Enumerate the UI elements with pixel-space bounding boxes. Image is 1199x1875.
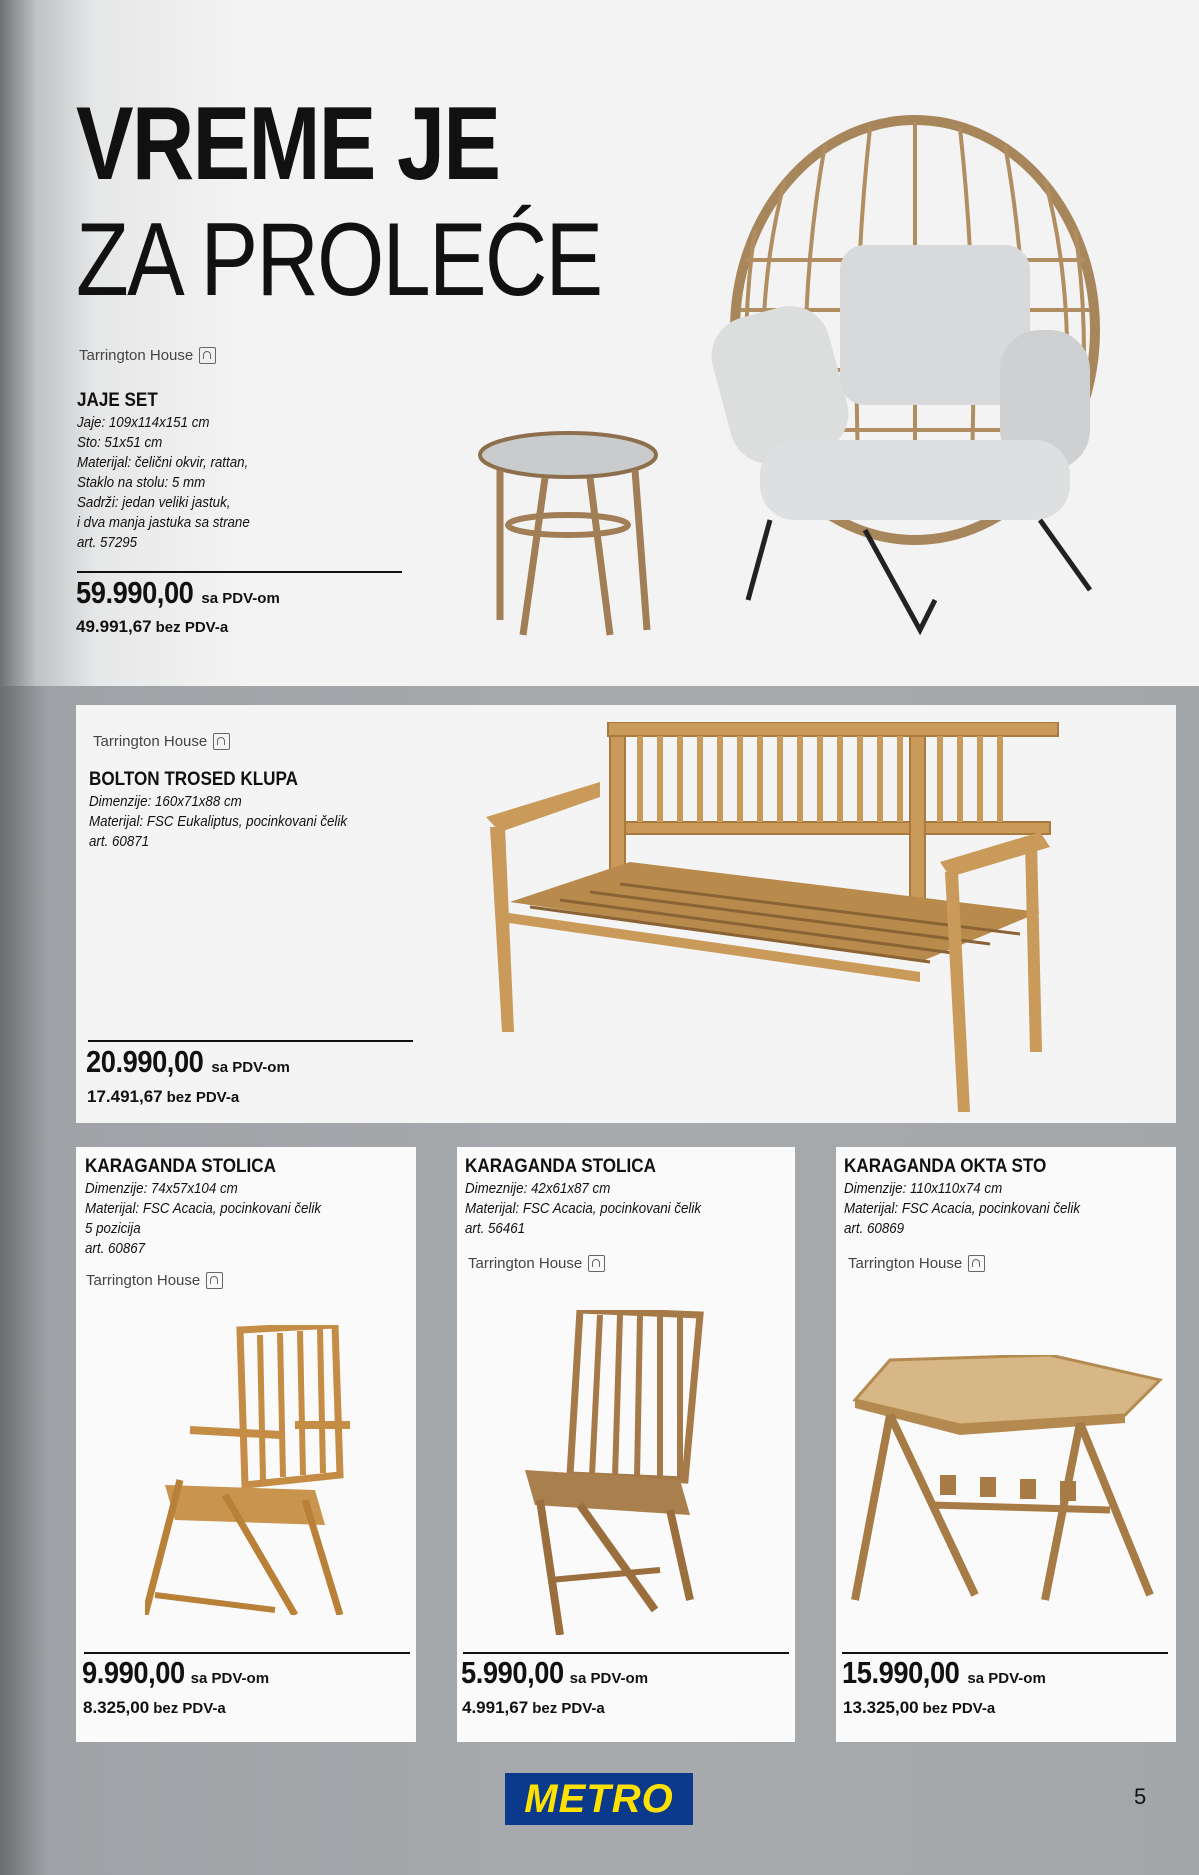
product-specs: Dimeznije: 42x61x87 cm Materijal: FSC Acacia, pocinkovani čelik art. 56461 — [465, 1181, 702, 1237]
product-name: KARAGANDA OKTA STO — [844, 1156, 1047, 1177]
price-divider — [77, 571, 402, 573]
product-name: BOLTON TROSED KLUPA — [89, 769, 299, 790]
brand-label: Tarrington House — [86, 1272, 223, 1289]
folding-chair-image — [520, 1310, 715, 1635]
product-specs: Dimenzije: 160x71x88 cm Materijal: FSC Eukaliptus, pocinkovani čelik art. 60871 — [89, 794, 348, 850]
side-table-image — [475, 430, 665, 640]
headline-line1: VREME JE — [76, 86, 500, 202]
brand-label: Tarrington House — [93, 733, 230, 750]
brand-label: Tarrington House — [848, 1255, 985, 1272]
product-name: KARAGANDA STOLICA — [465, 1156, 656, 1177]
headline-line2: ZA PROLEĆE — [76, 202, 602, 318]
price-without-vat: 4.991,67 bez PDV-a — [462, 1698, 605, 1717]
bench-image — [480, 722, 1060, 1112]
price-divider — [84, 1652, 410, 1654]
egg-chair-image — [700, 110, 1130, 660]
product-specs: Dimenzije: 74x57x104 cm Materijal: FSC Acacia, pocinkovani čelik 5 pozicija art. 60867 — [85, 1181, 322, 1257]
price-with-vat: 59.990,00 sa PDV-om — [76, 575, 280, 610]
price-with-vat: 15.990,00 sa PDV-om — [842, 1655, 1046, 1690]
product-specs: Jaje: 109x114x151 cm Sto: 51x51 cm Materijal: čelični okvir, rattan, Staklo na stolu: 5 mm Sadrži: jedan veliki jastuk, i dva manja jastuka sa strane art. 57295 — [77, 415, 250, 551]
tarrington-house-icon — [968, 1255, 985, 1272]
tarrington-house-icon — [199, 347, 216, 364]
reclining-chair-image — [145, 1325, 365, 1615]
octagonal-table-image — [850, 1355, 1165, 1605]
price-without-vat: 13.325,00 bez PDV-a — [843, 1698, 996, 1717]
page-number: 5 — [1134, 1784, 1147, 1809]
price-without-vat: 17.491,67 bez PDV-a — [87, 1087, 240, 1106]
price-divider — [842, 1652, 1168, 1654]
brand-label: Tarrington House — [79, 347, 216, 364]
tarrington-house-icon — [206, 1272, 223, 1289]
product-name: KARAGANDA STOLICA — [85, 1156, 276, 1177]
price-without-vat: 8.325,00 bez PDV-a — [83, 1698, 226, 1717]
price-with-vat: 9.990,00 sa PDV-om — [82, 1655, 270, 1690]
price-with-vat: 5.990,00 sa PDV-om — [461, 1655, 649, 1690]
product-name: JAJE SET — [77, 390, 158, 411]
metro-logo: METRO — [505, 1773, 693, 1825]
tarrington-house-icon — [213, 733, 230, 750]
price-without-vat: 49.991,67 bez PDV-a — [76, 617, 229, 636]
price-with-vat: 20.990,00 sa PDV-om — [86, 1044, 290, 1079]
price-divider — [463, 1652, 789, 1654]
brand-label: Tarrington House — [468, 1255, 605, 1272]
product-specs: Dimenzije: 110x110x74 cm Materijal: FSC Acacia, pocinkovani čelik art. 60869 — [844, 1181, 1081, 1237]
price-divider — [88, 1040, 413, 1042]
tarrington-house-icon — [588, 1255, 605, 1272]
